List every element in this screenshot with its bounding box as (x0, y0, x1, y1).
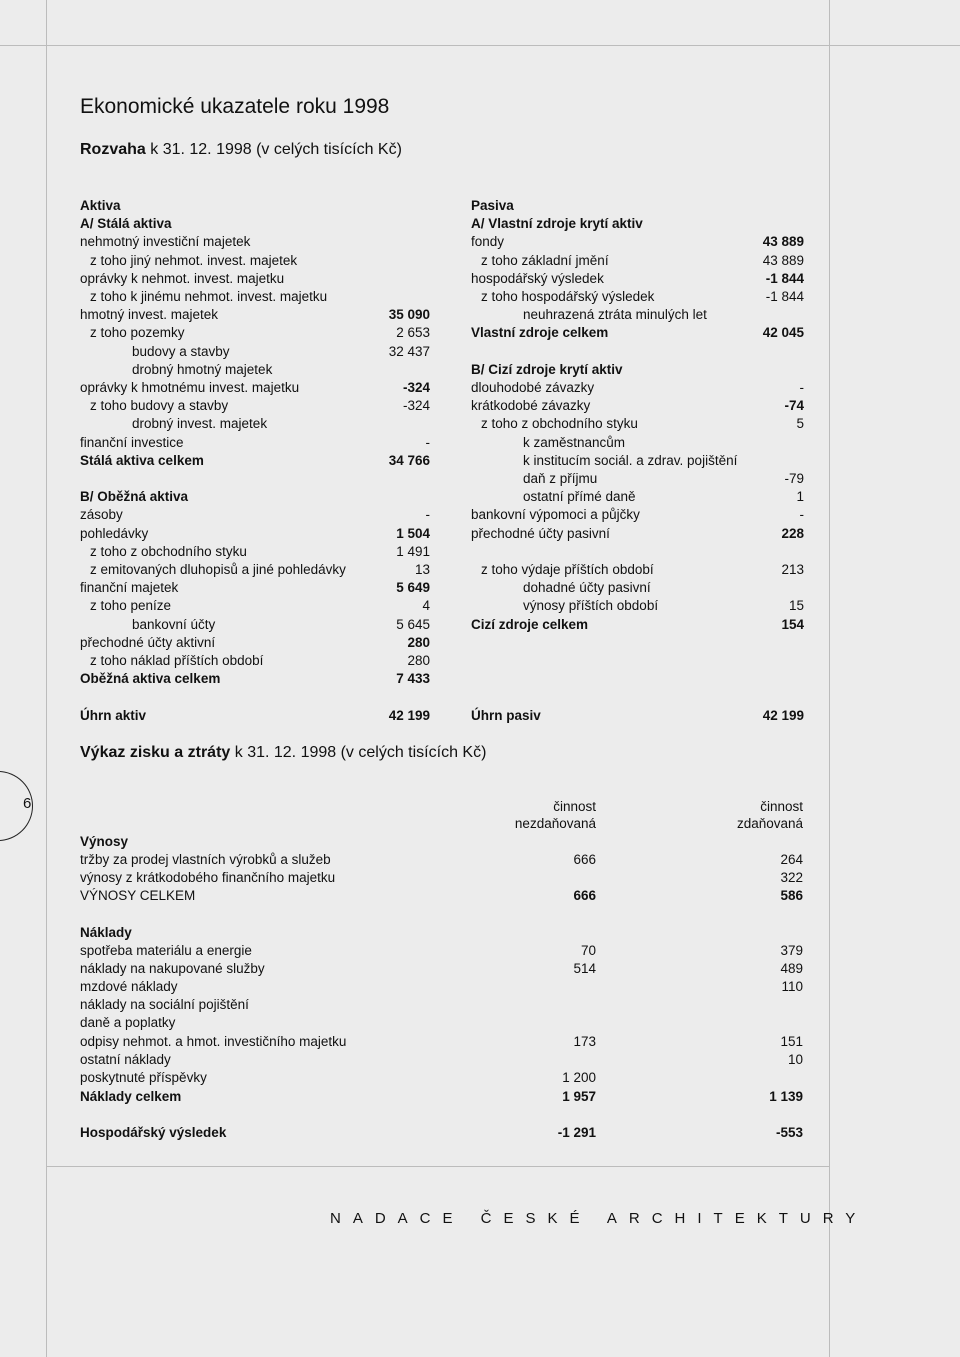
liabilities-row-label: Vlastní zdroje celkem (471, 325, 609, 341)
income-row-taxed-value: -553 (775, 1125, 803, 1140)
income-row-taxed-value: 151 (780, 1034, 803, 1049)
liabilities-row-label: krátkodobé závazky (471, 398, 591, 414)
liabilities-row-value: - (799, 380, 804, 395)
liabilities-row-value: 42 045 (762, 325, 804, 341)
income-row-label: tržby za prodej vlastních výrobků a služeb (80, 852, 331, 867)
income-row-label: mzdové náklady (80, 979, 178, 994)
assets-row-value: 1 491 (396, 543, 430, 559)
assets-row-value: 34 766 (388, 452, 430, 468)
income-row-label: Náklady celkem (80, 1089, 182, 1104)
liabilities-row-value: 43 889 (762, 234, 804, 250)
assets-row-label: z toho k jinému nehmot. invest. majetku (90, 289, 328, 304)
liabilities-row-value: 1 (796, 489, 804, 505)
assets-row-label: z toho budovy a stavby (90, 398, 229, 414)
income-statement-heading-bold: Výkaz zisku a ztráty (80, 744, 231, 761)
income-row-label: daně a poplatky (80, 1015, 176, 1030)
liabilities-row-label: Úhrn pasiv (471, 707, 541, 723)
assets-row-label: oprávky k hmotnému invest. majetku (80, 380, 300, 395)
liabilities-row-label: Cizí zdroje celkem (471, 616, 589, 632)
liabilities-row-label: ostatní přímé daně (523, 489, 636, 505)
liabilities-row-value: 154 (781, 616, 804, 632)
liabilities-row-label: fondy (471, 234, 505, 250)
income-row-label: náklady na sociální pojištění (80, 997, 249, 1012)
income-row-nontaxed-value: 173 (573, 1034, 596, 1049)
balance-sheet-heading-bold: Rozvaha (80, 141, 146, 158)
assets-row-value: 35 090 (388, 307, 430, 323)
income-row-taxed-value: 322 (780, 870, 803, 885)
liabilities-row-label: k institucím sociál. a zdrav. pojištění (523, 452, 738, 468)
income-row-label: VÝNOSY CELKEM (80, 888, 196, 903)
income-row-label: Náklady (80, 925, 132, 940)
income-row-label: Výnosy (80, 834, 129, 849)
assets-row-value: 2 653 (396, 325, 430, 341)
assets-row-value: 1 504 (396, 525, 430, 541)
income-col-header-1: činnost nezdaňovaná (514, 799, 596, 831)
assets-row-value: 280 (407, 634, 430, 650)
income-row-label: výnosy z krátkodobého finančního majetku (80, 870, 336, 885)
income-row-label: ostatní náklady (80, 1052, 171, 1067)
liabilities-row-label: B/ Cizí zdroje krytí aktiv (471, 361, 623, 377)
income-row-taxed-value: 1 139 (769, 1089, 803, 1104)
liabilities-row-value: 43 889 (762, 252, 804, 268)
liabilities-row-label: bankovní výpomoci a půjčky (471, 507, 640, 523)
assets-row-label: finanční majetek (80, 580, 179, 596)
income-row-label: odpisy nehmot. a hmot. investičního majetku (80, 1034, 347, 1049)
assets-row-value: -324 (402, 398, 430, 414)
income-row-label: Hospodářský výsledek (80, 1125, 227, 1140)
frame-line-left (46, 0, 47, 1357)
income-row-label: poskytnuté příspěvky (80, 1070, 207, 1085)
liabilities-row-label: z toho základní jmění (481, 252, 609, 268)
liabilities-row-value: 228 (781, 525, 804, 541)
assets-row-label: z toho náklad příštích období (90, 653, 264, 668)
liabilities-row-label: dohadné účty pasivní (523, 580, 651, 596)
liabilities-row-value: 213 (781, 562, 804, 577)
income-statement-heading (80, 741, 486, 765)
liabilities-row-label: neuhrazená ztráta minulých let (523, 307, 707, 323)
liabilities-row-label: výnosy příštích období (523, 598, 659, 614)
frame-line-bottom (46, 1166, 829, 1167)
assets-row-value: 4 (422, 598, 430, 614)
assets-row-value: -324 (402, 380, 430, 395)
liabilities-row-label: z toho hospodářský výsledek (481, 289, 655, 304)
assets-row-label: finanční investice (80, 434, 184, 450)
liabilities-row-value: 5 (796, 416, 804, 432)
assets-row-value: - (425, 507, 430, 523)
page-title: Ekonomické ukazatele roku 1998 (80, 95, 390, 118)
liabilities-row-value: 15 (788, 598, 804, 614)
income-row-nontaxed-value: 1 957 (562, 1089, 596, 1104)
assets-row-label: hmotný invest. majetek (80, 307, 219, 323)
income-row-taxed-value: 586 (780, 888, 803, 903)
income-row-taxed-value: 489 (780, 961, 803, 976)
assets-row-label: z toho jiný nehmot. invest. majetek (90, 252, 298, 268)
income-row-nontaxed-value: 666 (573, 852, 596, 867)
income-row-nontaxed-value: 1 200 (562, 1070, 596, 1085)
liabilities-row-value: -1 844 (765, 289, 804, 304)
income-row-label: spotřeba materiálu a energie (80, 943, 252, 958)
assets-row-label: přechodné účty aktivní (80, 634, 216, 650)
assets-row-label: Úhrn aktiv (80, 707, 147, 723)
liabilities-row-label: přechodné účty pasivní (471, 525, 610, 541)
assets-row-label: B/ Oběžná aktiva (80, 489, 189, 505)
assets-row-label: oprávky k nehmot. invest. majetku (80, 270, 285, 286)
income-row-nontaxed-value: 70 (580, 943, 596, 958)
assets-row-label: nehmotný investiční majetek (80, 234, 251, 250)
liabilities-row-value: -1 844 (765, 270, 804, 286)
liabilities-row-value: 42 199 (762, 707, 804, 723)
liabilities-row-label: k zaměstnancům (523, 434, 626, 450)
assets-row-value: - (425, 434, 430, 450)
assets-row-label: bankovní účty (132, 616, 216, 632)
income-row-taxed-value: 10 (787, 1052, 803, 1067)
assets-row-label: z toho peníze (90, 598, 172, 614)
assets-row-value: 7 433 (396, 671, 430, 687)
assets-row-value: 5 645 (396, 616, 430, 632)
income-row-taxed-value: 110 (781, 979, 803, 994)
liabilities-row-label: daň z příjmu (523, 471, 598, 486)
assets-row-label: z toho pozemky (90, 325, 185, 341)
assets-row-label: pohledávky (80, 525, 149, 541)
income-row-nontaxed-value: 514 (573, 961, 596, 976)
assets-row-value: 13 (414, 562, 430, 577)
assets-row-label: Oběžná aktiva celkem (80, 671, 221, 687)
assets-row-label: zásoby (80, 507, 123, 523)
footer-org-name: NADACE ČESKÉ ARCHITEKTURY (330, 1210, 868, 1227)
balance-sheet-heading-rest: k 31. 12. 1998 (v celých tisících Kč) (145, 141, 402, 158)
liabilities-row-label: z toho z obchodního styku (481, 416, 638, 432)
assets-row-value: 280 (407, 653, 430, 668)
assets-row-label: Stálá aktiva celkem (80, 452, 204, 468)
assets-row-value: 5 649 (396, 580, 430, 596)
assets-row-value: 42 199 (388, 707, 430, 723)
income-row-taxed-value: 379 (780, 943, 803, 958)
assets-row-label: drobný hmotný majetek (132, 361, 273, 377)
liabilities-row-value: -79 (784, 471, 804, 486)
liabilities-row-label: A/ Vlastní zdroje krytí aktiv (471, 216, 643, 232)
page-number: 6 (23, 795, 32, 812)
liabilities-row-value: -74 (784, 398, 804, 414)
assets-row-label: Aktiva (80, 198, 121, 213)
assets-row-label: z toho z obchodního styku (90, 543, 247, 559)
frame-line-right (829, 0, 830, 1357)
assets-row-value: 32 437 (388, 343, 430, 359)
income-row-nontaxed-value: -1 291 (557, 1125, 596, 1140)
liabilities-row-label: dlouhodobé závazky (471, 380, 595, 395)
assets-row-label: budovy a stavby (132, 343, 230, 359)
income-row-nontaxed-value: 666 (573, 888, 596, 903)
frame-line-top (0, 45, 960, 46)
income-statement-heading-rest: k 31. 12. 1998 (v celých tisících Kč) (230, 744, 487, 761)
income-row-label: náklady na nakupované služby (80, 961, 265, 976)
liabilities-row-label: z toho výdaje příštích období (481, 562, 654, 577)
assets-row-label: z emitovaných dluhopisů a jiné pohledávky (90, 562, 346, 577)
income-col-header-2: činnost zdaňovaná (736, 799, 803, 831)
liabilities-row-label: Pasiva (471, 198, 514, 213)
assets-row-label: drobný invest. majetek (132, 416, 268, 432)
liabilities-row-value: - (799, 507, 804, 523)
income-row-taxed-value: 264 (780, 852, 803, 867)
assets-row-label: A/ Stálá aktiva (80, 216, 172, 232)
liabilities-row-label: hospodářský výsledek (471, 270, 604, 286)
balance-sheet-heading (80, 139, 402, 161)
